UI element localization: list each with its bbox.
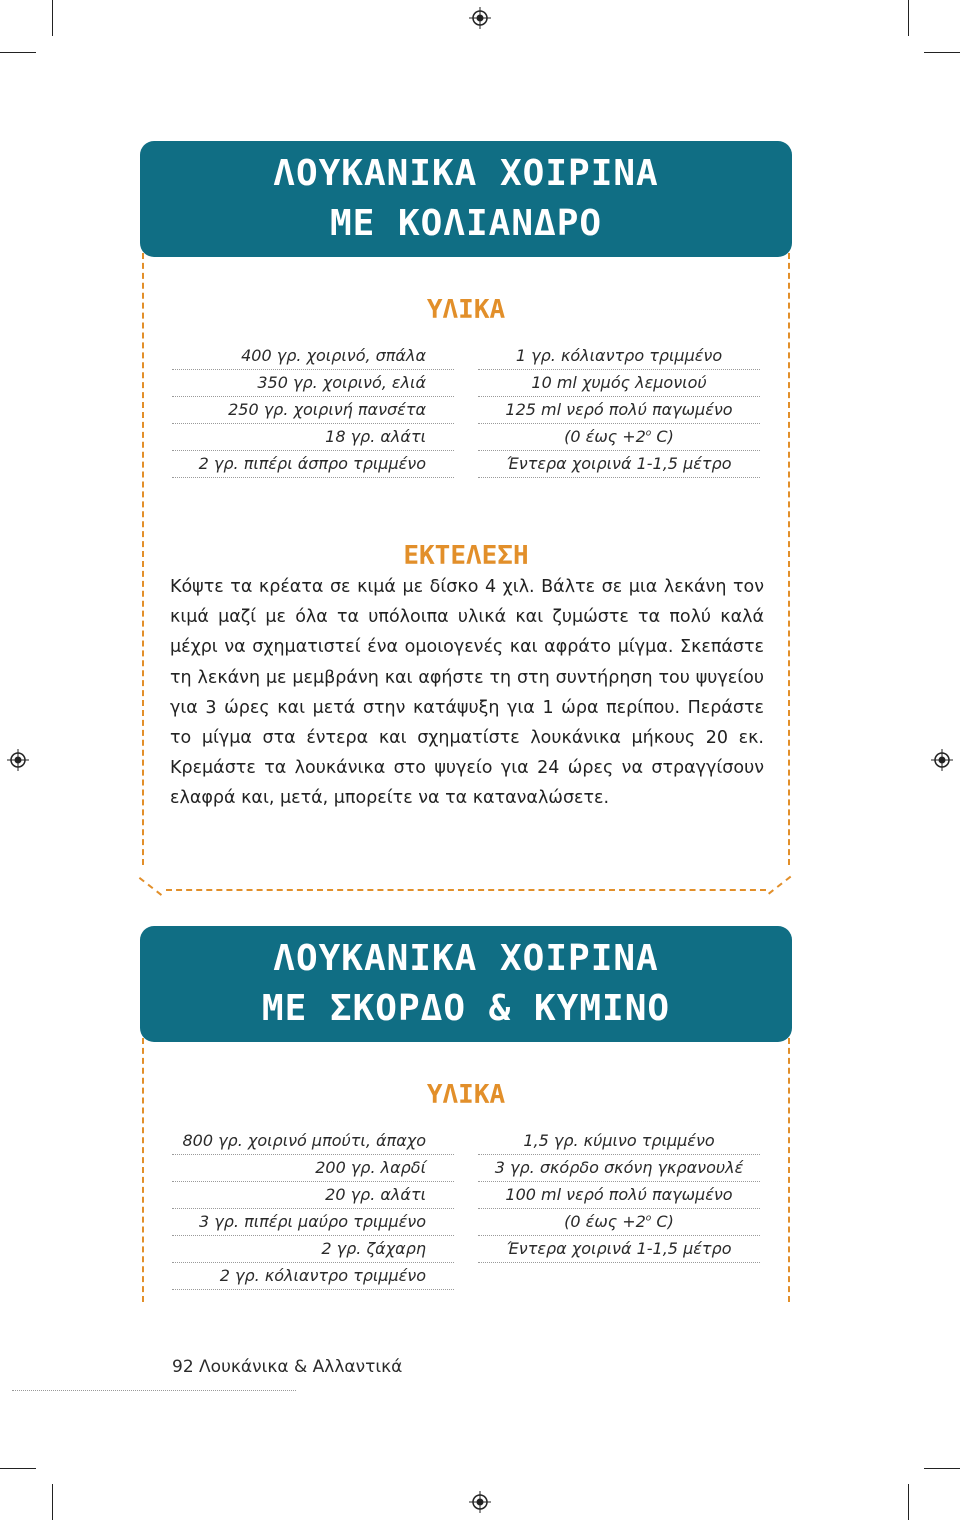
ingredient-item: 350 γρ. χοιρινό, ελιά — [172, 370, 454, 397]
recipe-title-line: ΜΕ ΚΟΛΙΑΝΔΡΟ — [329, 203, 603, 244]
registration-mark-icon — [931, 749, 953, 771]
registration-mark-icon — [469, 1491, 491, 1513]
ingredients-list-left — [172, 343, 454, 478]
dashed-border — [142, 1038, 144, 1302]
page-footer — [172, 1357, 402, 1377]
method-heading: ΕΚΤΕΛΕΣΗ — [403, 541, 529, 571]
ingredient-item: 1,5 γρ. κύμινο τριμμένο — [478, 1128, 760, 1155]
book-section-title: Λουκάνικα & Αλλαντικά — [199, 1357, 403, 1377]
ingredient-item: 1 γρ. κόλιαντρο τριμμένο — [478, 343, 760, 370]
dashed-border — [788, 1038, 790, 1302]
ingredient-item: 10 ml χυμός λεμονιού — [478, 370, 760, 397]
recipe-title-line: ΛΟΥΚΑΝΙΚΑ ΧΟΙΡΙΝΑ — [273, 938, 659, 979]
footer-divider — [12, 1390, 296, 1391]
registration-mark-icon — [469, 7, 491, 29]
dashed-border — [768, 876, 791, 895]
ingredient-item: 3 γρ. σκόρδο σκόνη γκρανουλέ — [478, 1155, 760, 1182]
recipe-card — [140, 926, 792, 1306]
crop-mark — [908, 0, 909, 36]
dashed-border — [139, 877, 162, 896]
crop-mark — [924, 52, 960, 53]
temperature-text: (0 έως +2 — [564, 427, 646, 446]
crop-mark — [924, 1468, 960, 1469]
ingredient-item: 20 γρ. αλάτι — [172, 1182, 454, 1209]
ingredients-heading: ΥΛΙΚΑ — [426, 295, 506, 325]
ingredient-item: 800 γρ. χοιρινό μπούτι, άπαχο — [172, 1128, 454, 1155]
ingredients-list-right — [478, 343, 760, 478]
page-number: 92 — [172, 1357, 194, 1377]
recipe-title-line: ΜΕ ΣΚΟΡΔΟ & ΚΥΜΙΝΟ — [261, 988, 671, 1029]
ingredient-item-temperature — [478, 424, 760, 451]
temperature-text: (0 έως +2 — [564, 1212, 646, 1231]
ingredient-item: 2 γρ. πιπέρι άσπρο τριμμένο — [172, 451, 454, 478]
ingredient-item: 18 γρ. αλάτι — [172, 424, 454, 451]
recipe-card — [140, 141, 792, 891]
crop-mark — [908, 1484, 909, 1520]
ingredients-heading: ΥΛΙΚΑ — [426, 1080, 506, 1110]
ingredient-item: 400 γρ. χοιρινό, σπάλα — [172, 343, 454, 370]
ingredient-item: 3 γρ. πιπέρι μαύρο τριμμένο — [172, 1209, 454, 1236]
recipe-title-line: ΛΟΥΚΑΝΙΚΑ ΧΟΙΡΙΝΑ — [273, 153, 659, 194]
ingredient-item: Έντερα χοιρινά 1-1,5 μέτρο — [478, 1236, 760, 1263]
degree-symbol: o — [645, 428, 652, 439]
ingredients-list-left — [172, 1128, 454, 1290]
crop-mark — [0, 52, 36, 53]
degree-symbol: o — [645, 1213, 652, 1224]
ingredient-item: 125 ml νερό πολύ παγωμένο — [478, 397, 760, 424]
ingredient-item: 2 γρ. ζάχαρη — [172, 1236, 454, 1263]
recipe-title-banner — [140, 926, 792, 1042]
recipe-title-banner — [140, 141, 792, 257]
method-text: Κόψτε τα κρέατα σε κιμά με δίσκο 4 χιλ. Βάλτε σε μια λεκάνη τον κιμά μαζί με όλα τα υπόλοιπα υλικά και ζυμώστε τα πολύ καλά μέχρι να σχηματιστεί ένα ομοιογενές και αφράτο μίγμα. Σκεπάστε τη λεκάνη με μεμβράνη και αφήστε τη στη συντήρηση του ψυγείου για 3 ώρες και μετά στην κατάψυξη για 1 ώρα περίπου. Περάστε το μίγμα στα έντερα και σχηματίστε λουκάνικα μήκους 20 εκ. Κρεμάστε τα λουκάνικα στο ψυγείο για 24 ώρες να στραγγίσουν ελαφρά και, μετά, μπορείτε να τα καταναλώσετε. — [170, 577, 764, 809]
ingredient-item: 200 γρ. λαρδί — [172, 1155, 454, 1182]
crop-mark — [52, 1484, 53, 1520]
temperature-unit: C) — [651, 1212, 674, 1231]
ingredient-item: Έντερα χοιρινά 1-1,5 μέτρο — [478, 451, 760, 478]
crop-mark — [0, 1468, 36, 1469]
ingredient-item: 2 γρ. κόλιαντρο τριμμένο — [172, 1263, 454, 1290]
ingredients-list-right — [478, 1128, 760, 1263]
temperature-unit: C) — [651, 427, 674, 446]
registration-mark-icon — [7, 749, 29, 771]
ingredient-item: 100 ml νερό πολύ παγωμένο — [478, 1182, 760, 1209]
ingredient-item: 250 γρ. χοιρινή πανσέτα — [172, 397, 454, 424]
ingredient-item-temperature — [478, 1209, 760, 1236]
crop-mark — [52, 0, 53, 36]
dashed-border — [166, 889, 766, 891]
